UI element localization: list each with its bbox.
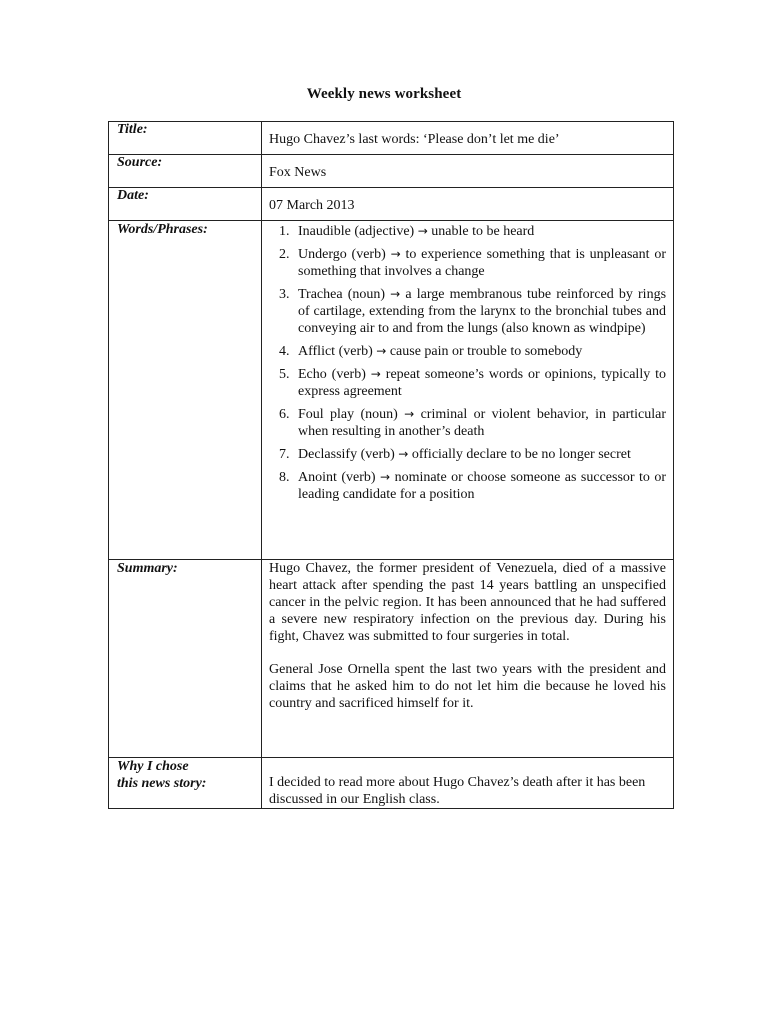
vocab-definition: repeat someone’s words or opinions, typically to express agreement <box>298 367 667 399</box>
vocab-definition: a large membranous tube reinforced by rings of cartilage, extending from the larynx to the bronchial tubes and conveying air to and from the lungs (also known as windpipe) <box>298 287 667 336</box>
vocab-term: Trachea (noun) <box>298 287 386 302</box>
arrow-right-icon: → <box>404 407 415 421</box>
vocab-term: Afflict (verb) <box>298 344 373 359</box>
arrow-right-icon: → <box>380 470 391 484</box>
vocab-definition: criminal or violent behavior, in particular when resulting in another’s death <box>298 407 667 439</box>
document-title: Weekly news worksheet <box>306 86 462 102</box>
row-words-phrases <box>109 221 674 560</box>
summary-label: Summary: <box>117 561 178 576</box>
vocab-definition: unable to be heard <box>431 224 535 239</box>
summary-paragraph: Hugo Chavez, the former president of Venezuela, died of a massive heart attack after spending the past 14 years battling an unspecified cancer in the pelvic region. It has been announced that he had suffered a severe new respiratory infection on the previous day. During his fight, Chavez was submitted to four surgeries in total. <box>269 561 666 644</box>
vocab-item <box>298 223 666 240</box>
vocab-term: Foul play (noun) <box>298 407 398 422</box>
why-label-line2: this news story: <box>117 776 207 791</box>
vocab-term: Undergo (verb) <box>298 247 386 262</box>
vocab-term: Inaudible (adjective) <box>298 224 415 239</box>
summary-paragraph: General Jose Ornella spent the last two years with the president and claims that he asked him to do not let him die because he loved his country and sacrificed himself for it. <box>269 662 666 711</box>
vocab-item <box>298 286 666 337</box>
vocab-item <box>298 343 666 360</box>
arrow-right-icon: → <box>376 344 387 358</box>
vocab-item <box>298 246 666 280</box>
worksheet-table <box>108 121 674 809</box>
date-label: Date: <box>117 188 149 203</box>
words-label: Words/Phrases: <box>117 222 208 237</box>
vocab-item <box>298 406 666 440</box>
vocab-item <box>298 469 666 503</box>
vocab-term: Echo (verb) <box>298 367 366 382</box>
row-why-chose <box>109 758 674 809</box>
title-value: Hugo Chavez’s last words: ‘Please don’t let me die’ <box>269 132 560 147</box>
row-title <box>109 122 674 155</box>
vocab-term: Declassify (verb) <box>298 447 395 462</box>
date-value: 07 March 2013 <box>269 198 355 213</box>
source-value: Fox News <box>269 165 327 180</box>
vocabulary-list <box>269 223 666 503</box>
arrow-right-icon: → <box>398 447 409 461</box>
arrow-right-icon: → <box>390 247 401 261</box>
why-label <box>117 758 261 792</box>
title-label: Title: <box>117 122 148 137</box>
arrow-right-icon: → <box>417 224 428 238</box>
vocab-item <box>298 446 666 463</box>
row-summary <box>109 560 674 758</box>
why-label-line1: Why I chose <box>117 759 189 774</box>
source-label: Source: <box>117 155 163 170</box>
vocab-definition: cause pain or trouble to somebody <box>389 344 583 359</box>
arrow-right-icon: → <box>370 367 381 381</box>
vocab-term: Anoint (verb) <box>298 470 376 485</box>
arrow-right-icon: → <box>390 287 401 301</box>
vocab-item <box>298 366 666 400</box>
why-value: I decided to read more about Hugo Chavez’s death after it has been discussed in our English class. <box>269 775 646 807</box>
row-date <box>109 188 674 221</box>
vocab-definition: officially declare to be no longer secret <box>411 447 631 462</box>
vocab-definition: nominate or choose someone as successor to or leading candidate for a position <box>298 470 667 502</box>
vocab-definition: to experience something that is unpleasant or something that involves a change <box>298 247 666 279</box>
row-source <box>109 155 674 188</box>
